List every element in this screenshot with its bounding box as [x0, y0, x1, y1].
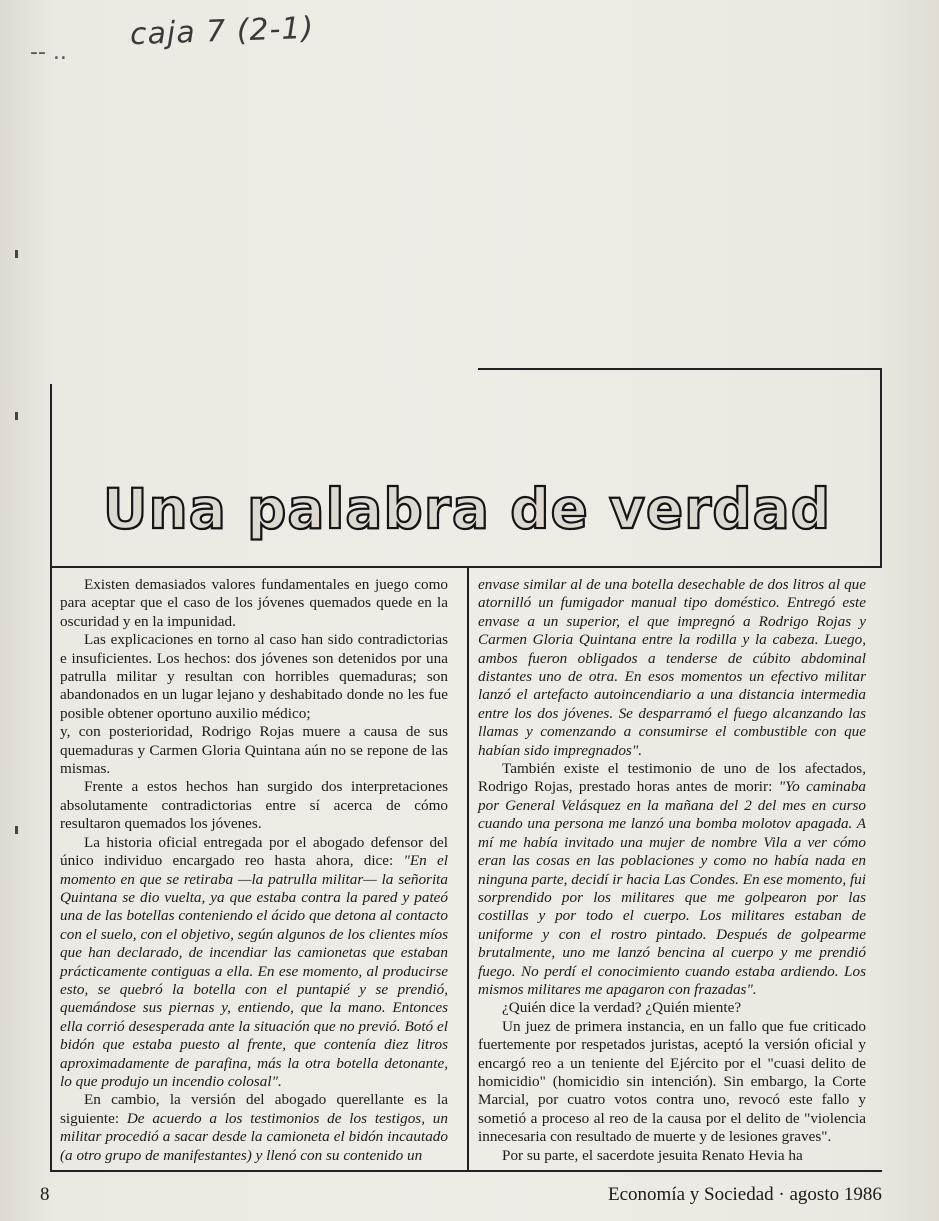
- paragraph-text: Un juez de primera instancia, en un fallo que fue criticado fuertemente por respetados juristas, aceptó la versión oficial y encargó reo a un teniente del Ejército por el "cuasi delito de homicidio" (homicidio sin intención). Sin embargo, la Corte Marcial, por cuatro votos contra uno, revocó este fallo y sometió a proceso al reo de la causa por el delito de "violencia innecesaria con resultado de muerte y de lesiones graves".: [478, 1017, 866, 1146]
- paragraph-text: ¿Quién dice la verdad? ¿Quién miente?: [502, 999, 742, 1017]
- paragraph: [60, 723, 448, 778]
- margin-mark: [15, 826, 18, 834]
- paragraph: [478, 999, 866, 1017]
- margin-mark: [15, 250, 18, 258]
- paragraph-text: En cambio, la versión del abogado querellante es la siguiente:: [60, 1091, 448, 1127]
- paragraph: [60, 631, 448, 723]
- paragraph-text: También existe el testimonio de uno de los afectados, Rodrigo Rojas, prestado horas antes de morir:: [478, 760, 866, 796]
- paragraph: [60, 576, 448, 631]
- paragraph: [478, 760, 866, 999]
- paragraph-text: La historia oficial entregada por el abogado defensor del único individuo encargado reo hasta ahora, dice:: [60, 833, 448, 870]
- paragraph: [478, 1018, 866, 1147]
- article-title: Una palabra de verdad: [102, 476, 832, 541]
- quoted-testimony: De acuerdo a los testimonios de los testigos, un militar procedió a sacar desde la camioneta el bidón incautado (a otro grupo de manifestantes) y llenó con su contenido un: [60, 1109, 448, 1164]
- right-text-column: [478, 576, 866, 1165]
- paragraph-text: Existen demasiados valores fundamentales en juego como para aceptar que el caso de los jóvenes quemados quede en la oscuridad y en la impunidad.: [60, 576, 448, 630]
- column-divider: [467, 567, 469, 1172]
- quoted-testimony: "En el momento en que se retiraba —la patrulla militar— la señorita Quintana se dio vuelta, ya que estaba contra la pared y pateó una de las botellas conteniendo el ácido que detona al contacto con el suelo, con el objetivo, según algunos de los clientes míos que han declarado, de incendiar las camionetas que estaban prácticamente contiguas a ella. En ese momento, al producirse esto, se quebró la botella con el puntapié y se prendió, quemándose sus piernas y, entiendo, que la mano. Entonces ella corrió desesperada ante la situación que no previó. Botó el bidón que estaba puesto al frente, que contenía diez litros aproximadamente de parafina, más la otra botella detonante, lo que produjo un incendio colosal".: [60, 852, 448, 1090]
- paragraph-text: y, con posterioridad, Rodrigo Rojas muere a causa de sus quemaduras y Carmen Gloria Quintana aún no se repone de las mismas.: [60, 723, 448, 778]
- top-border-rule: [478, 368, 880, 370]
- page-number: 8: [40, 1184, 50, 1205]
- paragraph: [60, 778, 448, 833]
- paragraph: [60, 1091, 448, 1165]
- paragraph-text: Por su parte, el sacerdote jesuita Renato Hevia ha: [502, 1146, 803, 1164]
- paragraph: [60, 834, 448, 1092]
- publication-footer: Economía y Sociedad · agosto 1986: [608, 1184, 882, 1205]
- quoted-testimony: "Yo caminaba por General Velásquez en la mañana del 2 del mes en curso cuando una persona me lanzó una bomba molotov apagada. A mí me había invitado una mujer de nombre Vila a ver cómo eran las cosas en las poblaciones y como no había nada en ninguna parte, decidí ir hacia Las Condes. En ese momento, fui sorprendido por los militares que me golpearon por las costillas y por todo el cuerpo. Los militares estaban de uniforme y con el rostro pintado. Después de golpearme brutalmente, uno me lanzó bencina al cuerpo y me prendió fuego. No perdí el conocimiento cuando estaba ardiendo. Los mismos militares me apagaron con frazadas".: [478, 778, 867, 998]
- quoted-testimony: envase similar al de una botella desechable de dos litros al que atornilló un fumigador manual tipo doméstico. Entregó este envase a un superior, el que impregnó a Rodrigo Rojas y Carmen Gloria Quintana entre la rodilla y la cabeza. Luego, ambos fueron obligados a tenderse de cúbito abdominal distantes uno de otra. En esos momentos un efectivo militar lanzó el artefacto autoincendiario a una distancia intermedia entre los dos jóvenes. Se desparramó el fuego alcanzando las llamas y comenzando a consumirse el combustible con que habían sido impregnados".: [478, 576, 866, 759]
- handwritten-archive-note: caja 7 (2-1): [129, 10, 315, 53]
- left-text-column: [60, 576, 448, 1165]
- handwritten-prefix: -- ..: [30, 40, 67, 65]
- margin-mark: [15, 412, 18, 420]
- bottom-border-rule: [50, 1170, 882, 1172]
- paragraph: [478, 576, 866, 760]
- paragraph-text: Frente a estos hechos han surgido dos interpretaciones absolutamente contradictorias entre sí acerca de cómo resultaron quemados los jóvenes.: [60, 778, 448, 833]
- title-bottom-rule: [50, 566, 882, 568]
- paragraph-text: Las explicaciones en torno al caso han sido contradictorias e insuficientes. Los hechos: dos jóvenes son detenidos por una patrulla militar y resultan con horribles quemaduras; son abandonados en un lugar lejano y deshabitado donde no les fue posible obtener oportuno auxilio médico;: [60, 631, 448, 722]
- paragraph: [478, 1147, 866, 1165]
